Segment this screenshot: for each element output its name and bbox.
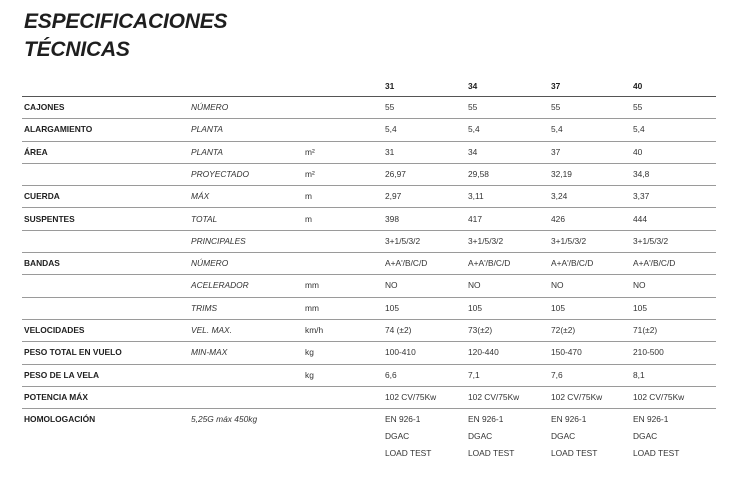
- row-value: 444: [633, 213, 647, 224]
- row-value: 5,4: [385, 124, 397, 135]
- row-label: CUERDA: [24, 191, 60, 202]
- row-value: 3+1/5/3/2: [468, 235, 504, 246]
- certification-item: DGAC: [551, 431, 576, 442]
- row-value: 105: [385, 302, 399, 313]
- certification-item: EN 926-1: [551, 414, 587, 425]
- table-row: [22, 253, 716, 275]
- table-row: [22, 342, 716, 364]
- row-value: 417: [468, 213, 482, 224]
- row-unit: mm: [305, 302, 319, 313]
- row-label: ÁREA: [24, 146, 48, 157]
- row-sublabel: NÚMERO: [191, 102, 229, 112]
- certification-list: [385, 414, 431, 465]
- row-label: BANDAS: [24, 258, 60, 269]
- table-row: [22, 142, 716, 164]
- row-sublabel: PLANTA: [191, 146, 223, 157]
- table-row: [22, 365, 716, 387]
- row-label: SUSPENTES: [24, 213, 75, 224]
- row-label: HOMOLOGACIÓN: [24, 414, 96, 425]
- row-sublabel: MIN-MAX: [191, 347, 228, 358]
- row-value: 7,1: [468, 369, 480, 380]
- row-label: PESO TOTAL EN VUELO: [24, 347, 122, 358]
- certification-item: LOAD TEST: [633, 448, 680, 459]
- row-value: NO: [385, 280, 398, 291]
- row-unit: kg: [305, 369, 314, 380]
- column-header: 34: [468, 81, 478, 91]
- row-value: 7,6: [551, 369, 563, 380]
- row-value: 150-470: [551, 347, 582, 358]
- row-value: 100-410: [385, 347, 416, 358]
- row-sublabel: 5,25G máx 450kg: [191, 414, 258, 425]
- table-row: [22, 164, 716, 186]
- row-value: 426: [551, 213, 565, 224]
- row-value: 55: [468, 102, 478, 112]
- row-value: 3,24: [551, 191, 568, 202]
- row-value: 6,6: [385, 369, 397, 380]
- row-sublabel: NÚMERO: [191, 258, 229, 269]
- row-label: ALARGAMIENTO: [24, 124, 93, 135]
- row-sublabel: VEL. MAX.: [191, 325, 232, 335]
- table-row: [22, 186, 716, 208]
- certification-item: LOAD TEST: [551, 448, 598, 459]
- table-row: [22, 320, 716, 342]
- row-value: 102 CV/75Kw: [633, 391, 685, 402]
- row-value: A+A'/B/C/D: [551, 258, 594, 269]
- table-row: [22, 275, 716, 297]
- row-value: 5,4: [551, 124, 563, 135]
- row-value: 55: [551, 102, 561, 112]
- row-value: 31: [385, 146, 395, 157]
- certification-item: DGAC: [385, 431, 410, 442]
- row-value: A+A'/B/C/D: [468, 258, 511, 269]
- certification-item: EN 926-1: [385, 414, 421, 425]
- row-label: POTENCIA MÁX: [24, 391, 88, 402]
- table-row: [22, 387, 716, 409]
- row-value: 34,8: [633, 168, 650, 179]
- row-value: 3+1/5/3/2: [385, 235, 421, 246]
- row-value: 73(±2): [468, 325, 493, 335]
- row-value: A+A'/B/C/D: [385, 258, 428, 269]
- page-title: [24, 8, 227, 64]
- table-row: [22, 209, 716, 231]
- certification-list: [551, 414, 597, 465]
- row-value: 102 CV/75Kw: [551, 391, 603, 402]
- row-sublabel: PROYECTADO: [191, 168, 250, 179]
- row-unit: m: [305, 191, 312, 202]
- table-row: [22, 231, 716, 253]
- row-value: 40: [633, 146, 643, 157]
- row-value: 3,11: [468, 191, 484, 202]
- row-value: A+A'/B/C/D: [633, 258, 676, 269]
- row-sublabel: TRIMS: [191, 302, 218, 313]
- row-value: 34: [468, 146, 478, 157]
- certification-item: DGAC: [468, 431, 493, 442]
- row-value: 71(±2): [633, 325, 658, 335]
- row-unit: mm: [305, 280, 319, 291]
- row-unit: km/h: [305, 325, 324, 335]
- row-value: 29,58: [468, 168, 489, 179]
- title-line-1: ESPECIFICACIONES: [24, 10, 228, 33]
- row-value: NO: [633, 280, 646, 291]
- row-value: NO: [468, 280, 481, 291]
- certification-item: LOAD TEST: [468, 448, 515, 459]
- row-sublabel: ACELERADOR: [191, 280, 249, 291]
- table-row: [22, 119, 716, 141]
- row-label: CAJONES: [24, 102, 65, 112]
- certification-item: LOAD TEST: [385, 448, 432, 459]
- row-value: 3,37: [633, 191, 650, 202]
- row-value: 32,19: [551, 168, 572, 179]
- row-value: 5,4: [468, 124, 480, 135]
- row-value: 105: [633, 302, 647, 313]
- certification-list: [468, 414, 514, 465]
- table-row: [22, 298, 716, 320]
- table-header-row: [22, 76, 716, 97]
- homologacion-row: [22, 409, 716, 469]
- row-sublabel: MÁX: [191, 191, 210, 202]
- row-value: 26,97: [385, 168, 406, 179]
- row-value: 2,97: [385, 191, 402, 202]
- certification-list: [633, 414, 679, 465]
- row-value: 102 CV/75Kw: [468, 391, 520, 402]
- row-sublabel: TOTAL: [191, 213, 218, 224]
- row-value: 105: [468, 302, 482, 313]
- certification-item: EN 926-1: [468, 414, 504, 425]
- column-header: 40: [633, 81, 643, 91]
- title-line-2: TÉCNICAS: [24, 38, 130, 61]
- row-value: 120-440: [468, 347, 499, 358]
- row-unit: kg: [305, 347, 314, 358]
- column-header: 31: [385, 81, 395, 91]
- row-value: 55: [385, 102, 395, 112]
- row-sublabel: PRINCIPALES: [191, 235, 246, 246]
- row-value: 398: [385, 213, 399, 224]
- row-value: 37: [551, 146, 561, 157]
- column-header: 37: [551, 81, 561, 91]
- certification-item: DGAC: [633, 431, 658, 442]
- row-unit: m²: [305, 146, 315, 157]
- row-value: 5,4: [633, 124, 645, 135]
- certification-item: EN 926-1: [633, 414, 669, 425]
- row-label: VELOCIDADES: [24, 325, 85, 335]
- row-value: 55: [633, 102, 643, 112]
- row-value: 210-500: [633, 347, 664, 358]
- row-value: 3+1/5/3/2: [551, 235, 587, 246]
- row-value: 105: [551, 302, 565, 313]
- row-unit: m²: [305, 168, 315, 179]
- row-value: 74 (±2): [385, 325, 412, 335]
- table-row: [22, 97, 716, 119]
- row-sublabel: PLANTA: [191, 124, 223, 135]
- row-value: 8,1: [633, 369, 645, 380]
- row-value: 102 CV/75Kw: [385, 391, 437, 402]
- row-label: PESO DE LA VELA: [24, 369, 100, 380]
- row-value: 72(±2): [551, 325, 576, 335]
- row-unit: m: [305, 213, 312, 224]
- row-value: NO: [551, 280, 564, 291]
- row-value: 3+1/5/3/2: [633, 235, 669, 246]
